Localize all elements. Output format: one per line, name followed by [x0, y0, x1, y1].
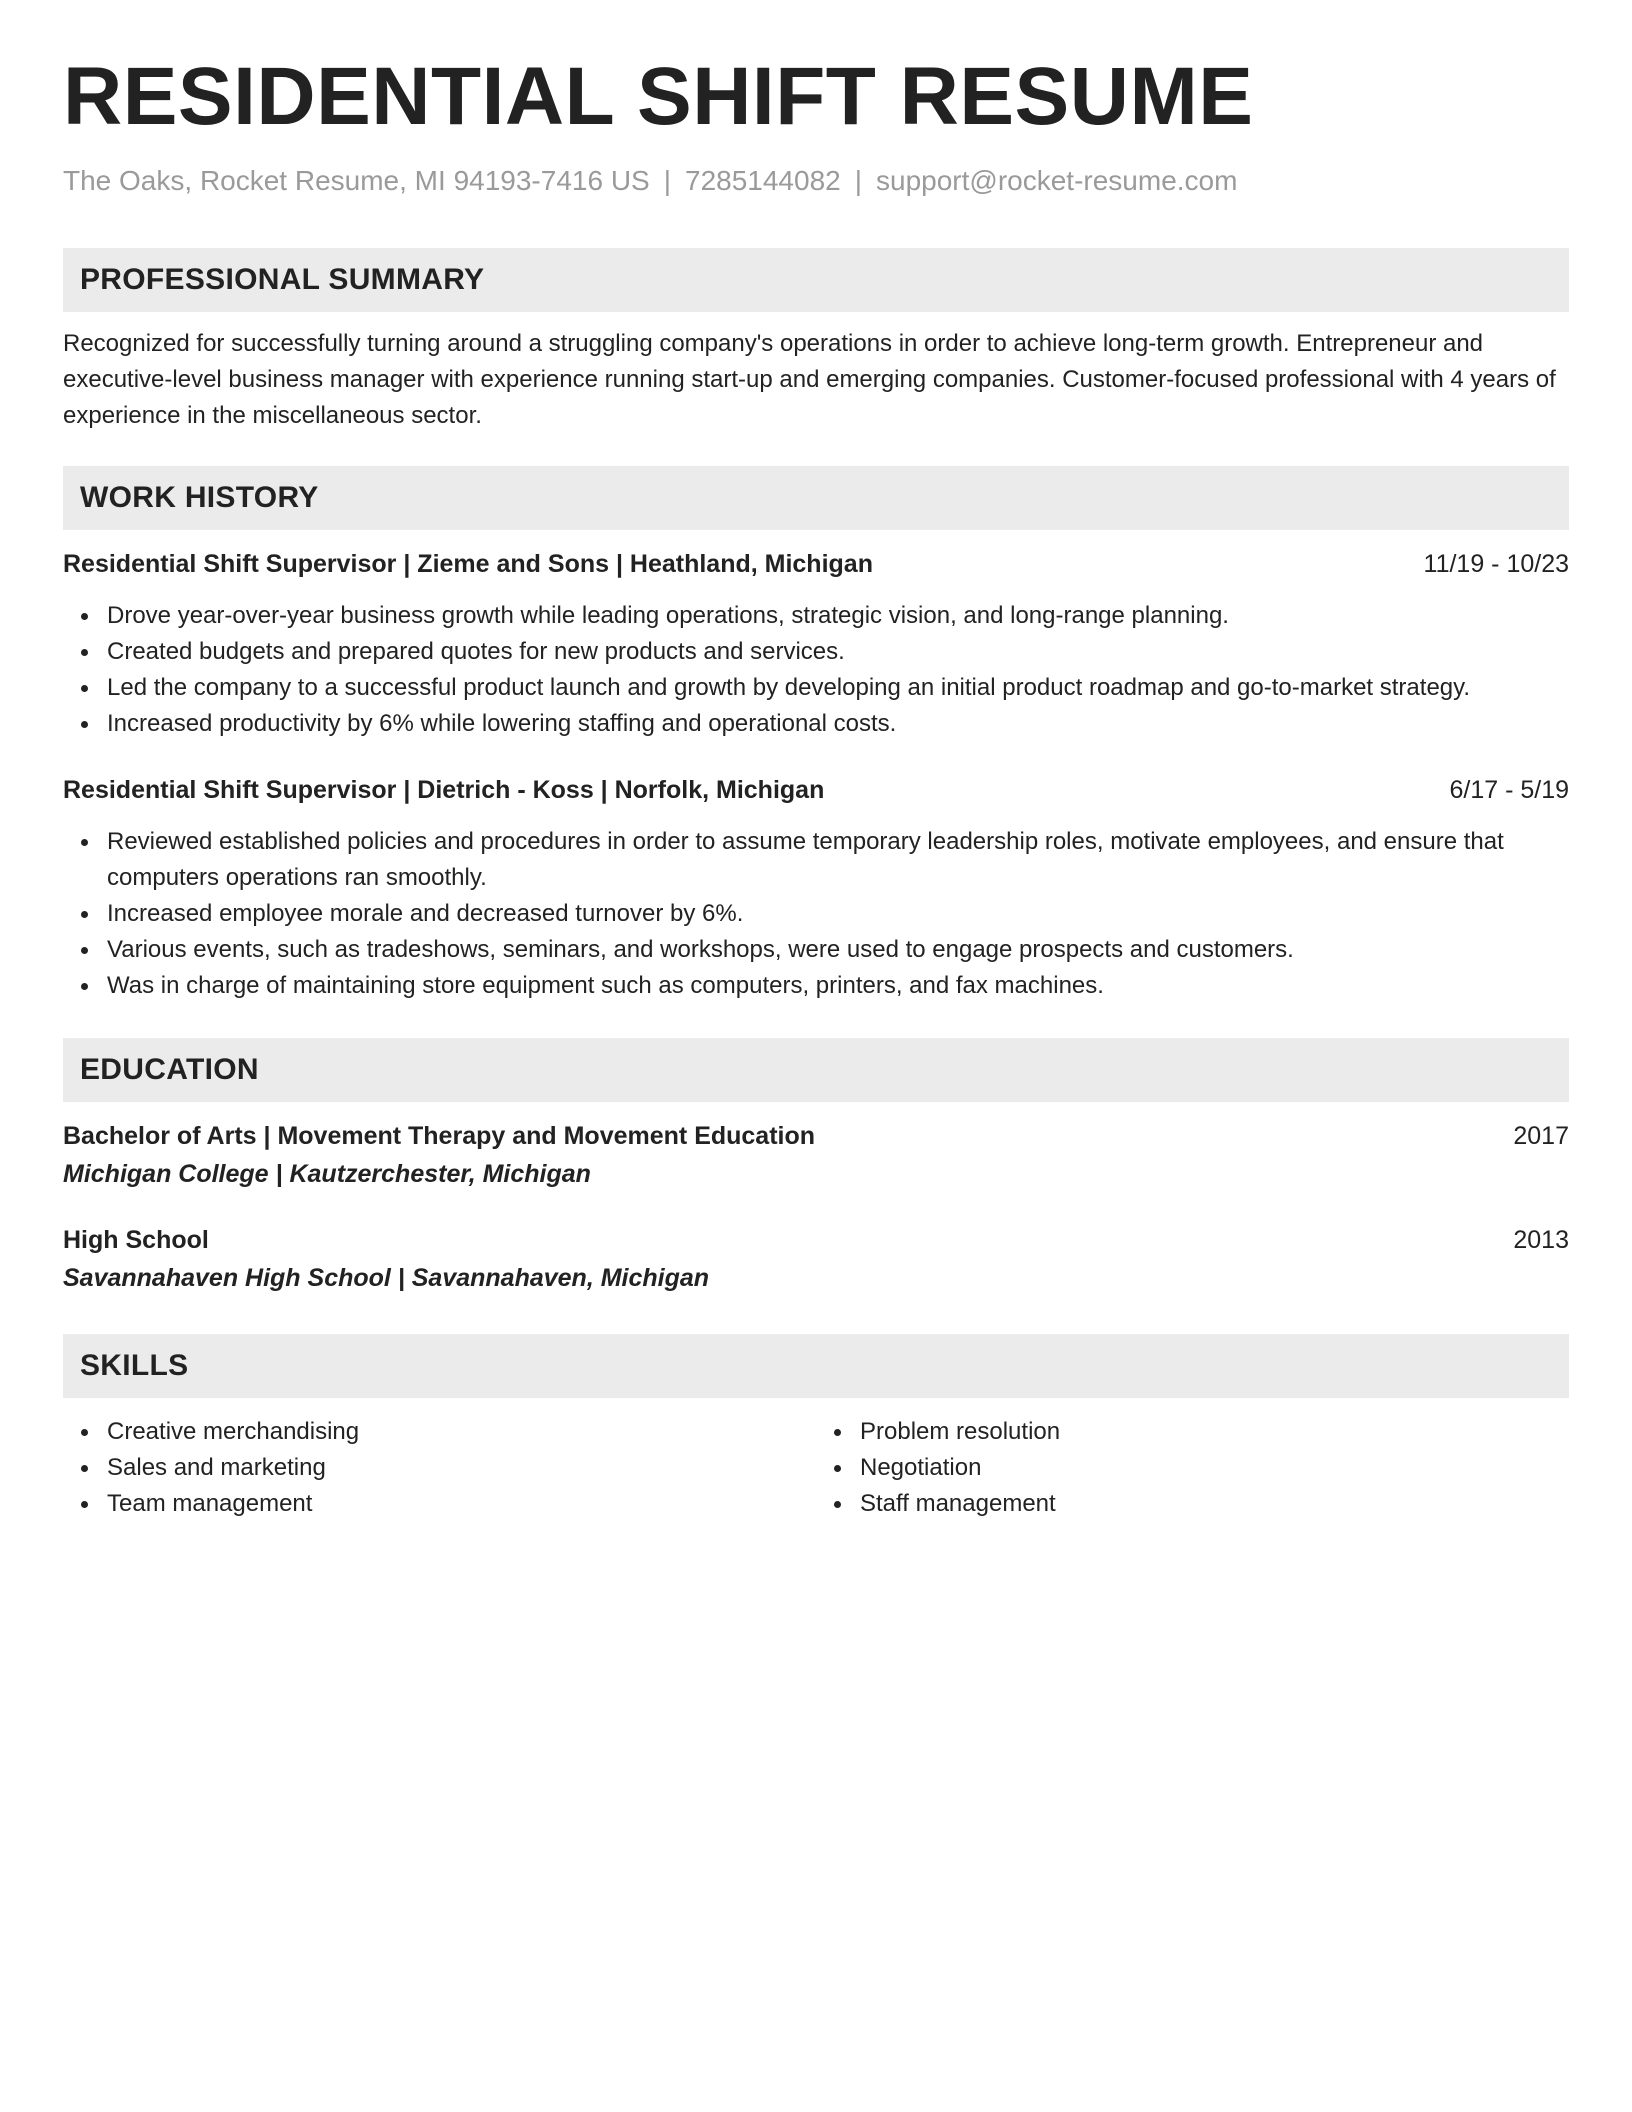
job-bullets	[63, 824, 1569, 1004]
skills-column-left	[63, 1414, 816, 1522]
education-year: 2013	[1513, 1225, 1569, 1254]
job-bullet: Was in charge of maintaining store equipment such as computers, printers, and fax machines.	[107, 968, 1569, 1004]
skill-item: Sales and marketing	[107, 1450, 816, 1486]
skills-list	[816, 1414, 1569, 1522]
education-header	[63, 1222, 1569, 1258]
skills-column-right	[816, 1414, 1569, 1522]
contact-separator: |	[663, 165, 671, 196]
education-section	[63, 1038, 1569, 1298]
education-header	[63, 1118, 1569, 1154]
job-bullet: Various events, such as tradeshows, seminars, and workshops, were used to engage prospects and customers.	[107, 932, 1569, 968]
job-bullet: Drove year-over-year business growth while leading operations, strategic vision, and long-range planning.	[107, 598, 1569, 634]
skill-item: Team management	[107, 1486, 816, 1522]
contact-separator: |	[854, 165, 863, 196]
job-dates: 11/19 - 10/23	[1423, 549, 1569, 578]
job-bullets	[63, 598, 1569, 742]
summary-section	[63, 248, 1569, 434]
job-bullet: Increased employee morale and decreased turnover by 6%.	[107, 896, 1569, 932]
job-bullet: Led the company to a successful product launch and growth by developing an initial product roadmap and go-to-market strategy.	[107, 670, 1569, 706]
resume-title: RESIDENTIAL SHIFT RESUME	[63, 51, 1254, 142]
skill-item: Creative merchandising	[107, 1414, 816, 1450]
education-school: Savannahaven High School | Savannahaven, Michigan	[63, 1263, 710, 1292]
contact-phone: 7285144082	[685, 165, 841, 196]
job-header	[63, 772, 1569, 808]
summary-heading: PROFESSIONAL SUMMARY	[63, 248, 1569, 312]
skill-item: Problem resolution	[860, 1414, 1569, 1450]
skills-heading: SKILLS	[63, 1334, 1569, 1398]
work-history-section	[63, 466, 1569, 1004]
job-header	[63, 546, 1569, 582]
summary-text: Recognized for successfully turning around a struggling company's operations in order to achieve long-term growth. Entrepreneur and executive-level business manager with experience running start-up and emerging companies. Customer-focused professional with 4 years of experience in the miscellaneous sector.	[63, 329, 1556, 429]
job-bullet: Created budgets and prepared quotes for new products and services.	[107, 634, 1569, 670]
education-school: Michigan College | Kautzerchester, Michigan	[63, 1159, 591, 1188]
contact-address: The Oaks, Rocket Resume, MI 94193-7416 US	[63, 165, 650, 196]
job-entry	[63, 772, 1569, 1004]
education-degree: Bachelor of Arts | Movement Therapy and Movement Education	[63, 1121, 816, 1150]
skills-columns	[63, 1414, 1569, 1522]
job-dates: 6/17 - 5/19	[1449, 775, 1569, 804]
education-degree: High School	[63, 1225, 209, 1254]
education-entry	[63, 1118, 1569, 1194]
skill-item: Staff management	[860, 1486, 1569, 1522]
education-year: 2017	[1513, 1121, 1569, 1150]
skill-item: Negotiation	[860, 1450, 1569, 1486]
skills-section	[63, 1334, 1569, 1522]
skills-list	[63, 1414, 816, 1522]
job-entry	[63, 546, 1569, 742]
work-history-heading: WORK HISTORY	[63, 466, 1569, 530]
job-title: Residential Shift Supervisor | Zieme and Sons | Heathland, Michigan	[63, 549, 873, 578]
contact-line	[63, 164, 1569, 198]
education-entry	[63, 1222, 1569, 1298]
job-bullet: Reviewed established policies and procedures in order to assume temporary leadership roles, motivate employees, and ensure that computers operations ran smoothly.	[107, 824, 1569, 896]
job-bullet: Increased productivity by 6% while lowering staffing and operational costs.	[107, 706, 1569, 742]
job-title: Residential Shift Supervisor | Dietrich - Koss | Norfolk, Michigan	[63, 775, 825, 804]
education-heading: EDUCATION	[63, 1038, 1569, 1102]
contact-email: support@rocket-resume.com	[876, 165, 1238, 196]
